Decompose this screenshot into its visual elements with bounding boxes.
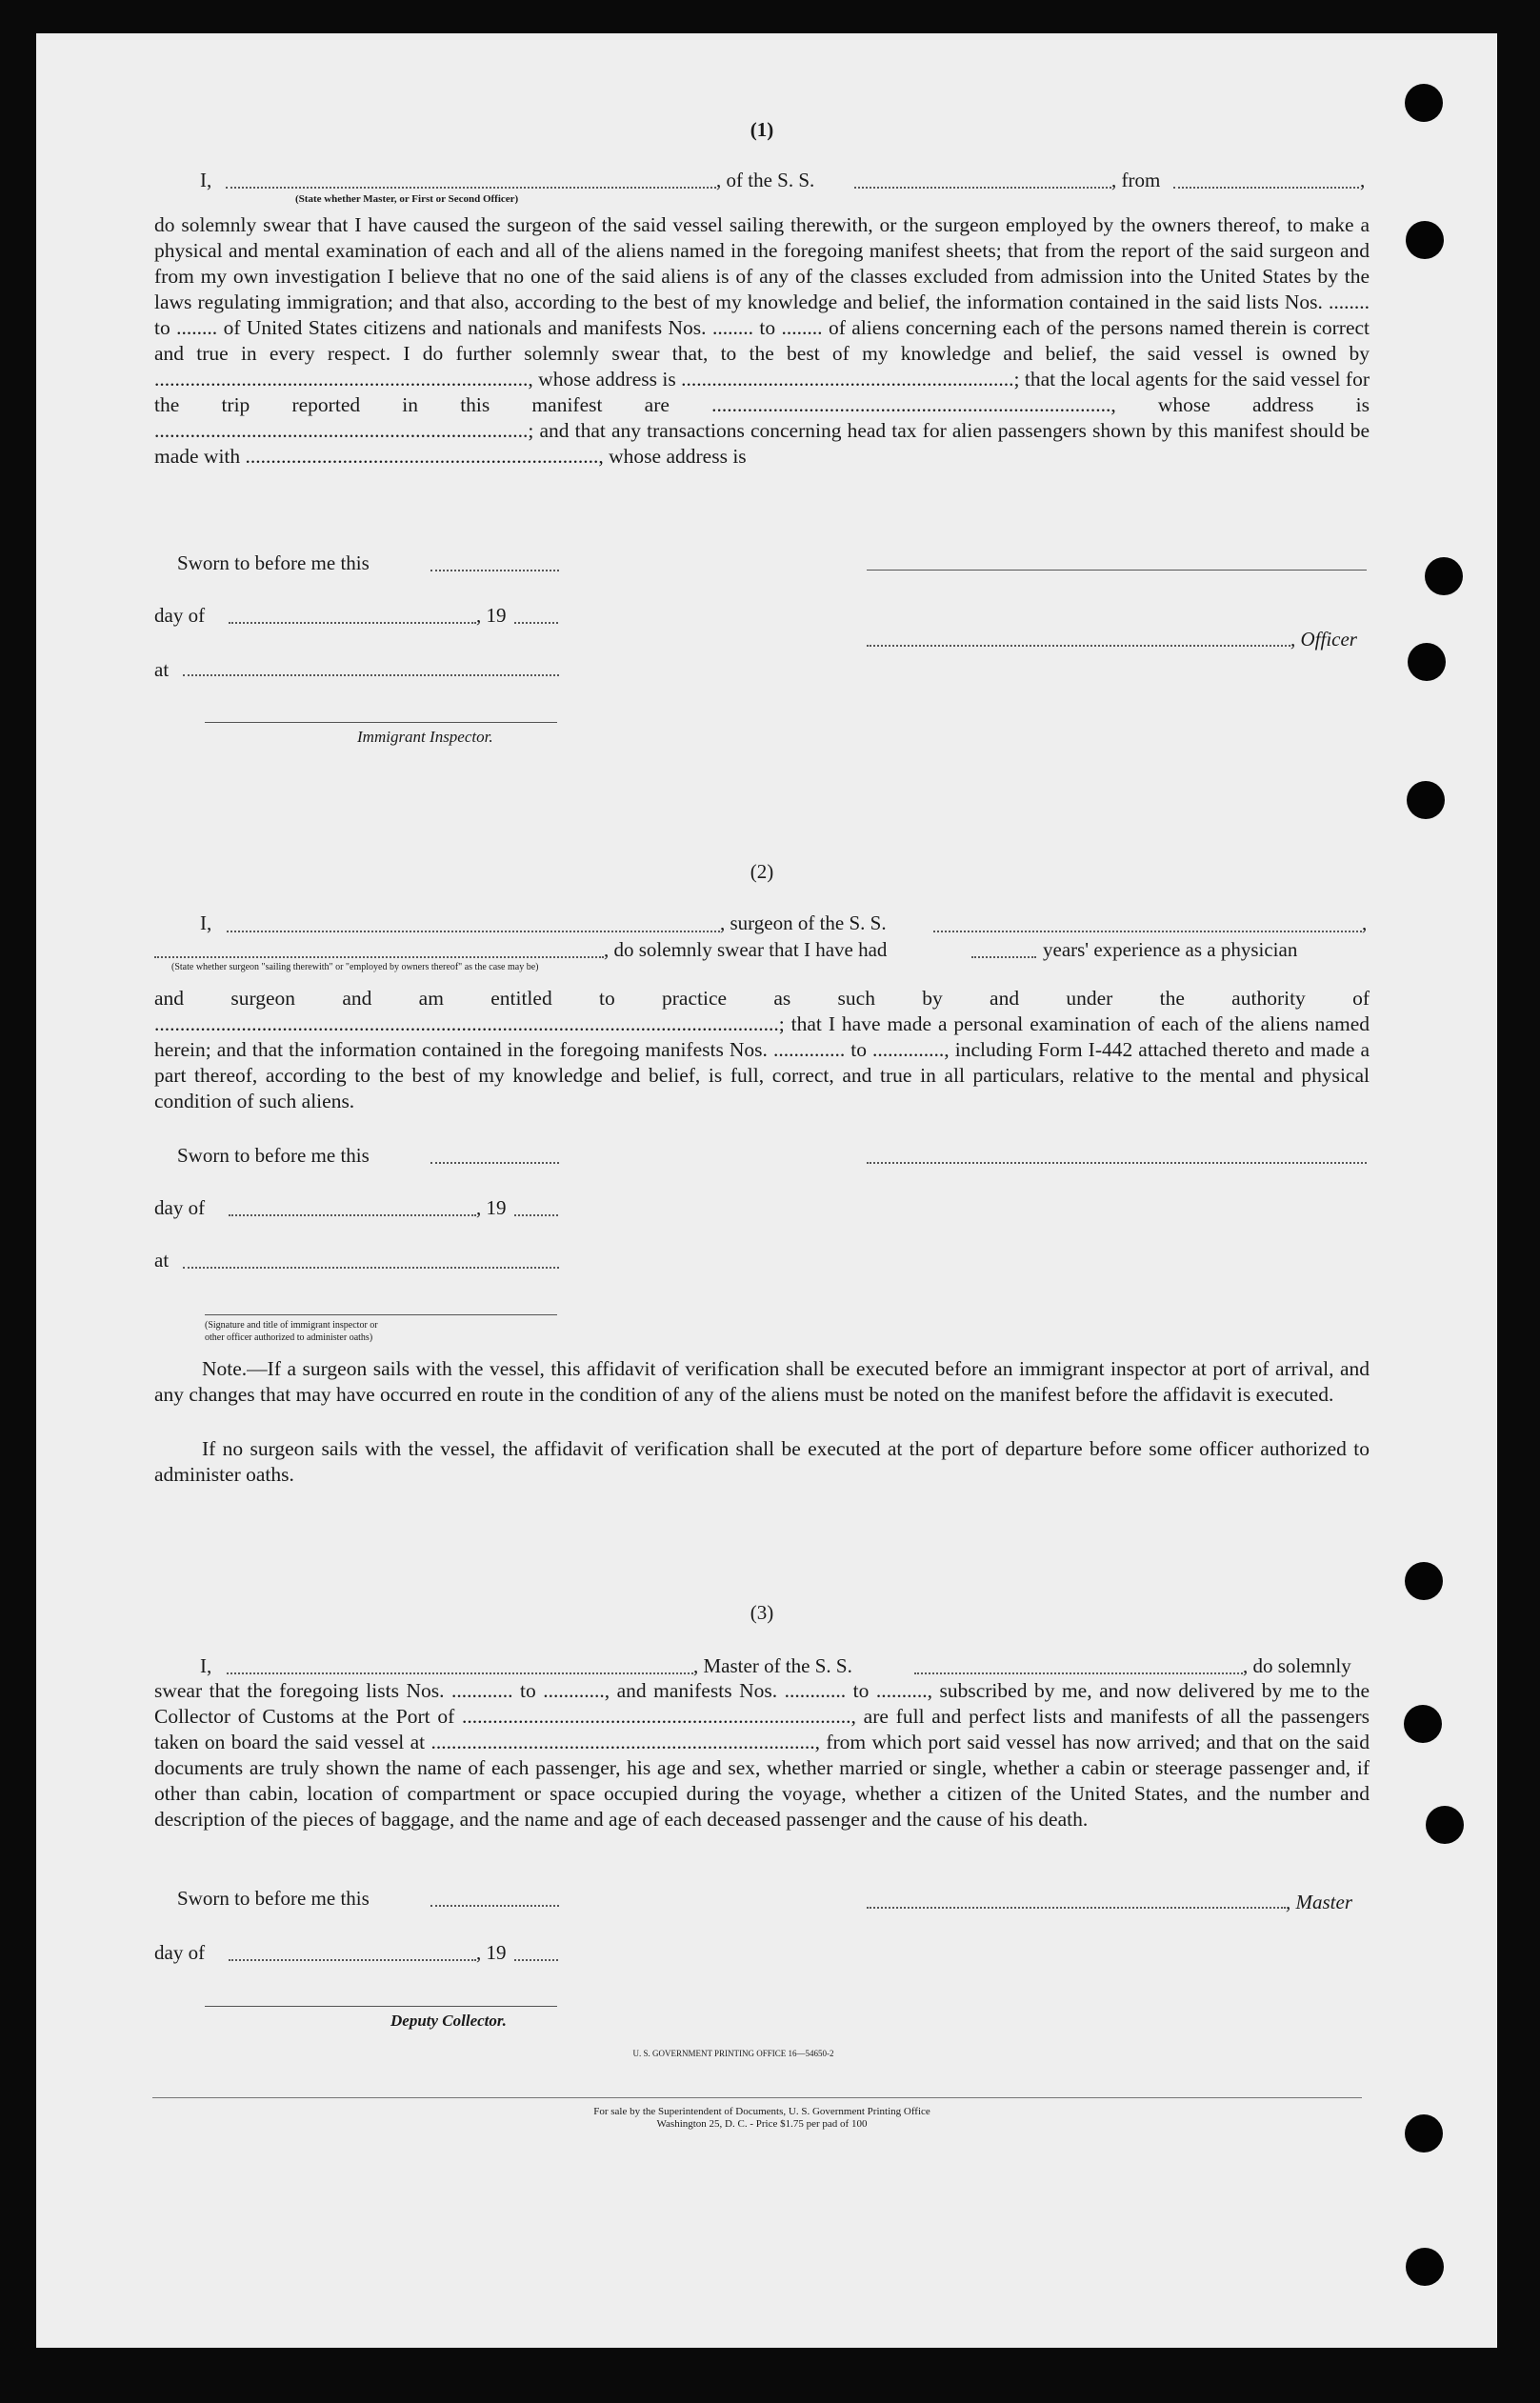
punch-hole (1425, 557, 1463, 595)
s1-day-label: day of (154, 604, 206, 627)
punch-hole (1405, 2114, 1443, 2153)
s1-hint: (State whether Master, or First or Second Officer) (295, 193, 519, 205)
s3-day-label: day of (154, 1941, 206, 1964)
s2-note-2: If no surgeon sails with the vessel, the affidavit of verification shall be executed at the port of departure before some officer authorized to administer oaths. (154, 1437, 1370, 1486)
s1-officer-signature-line[interactable] (867, 570, 1367, 571)
s2-line-end: , (1362, 911, 1368, 934)
section-3-number: (3) (750, 1601, 774, 1624)
s3-master-name-field[interactable] (227, 1672, 693, 1674)
s2-year-field[interactable] (514, 1214, 558, 1216)
s1-year-field[interactable] (514, 622, 558, 624)
punch-hole (1406, 221, 1444, 259)
s2-surgeon-label: , surgeon of the S. S. (720, 911, 887, 934)
s1-officer-title-line[interactable] (867, 645, 1290, 647)
s2-day-label: day of (154, 1196, 206, 1219)
s2-day-field[interactable] (229, 1214, 476, 1216)
s1-sworn-label: Sworn to before me this (177, 551, 370, 574)
s1-at-label: at (154, 658, 170, 681)
s3-day-field[interactable] (229, 1959, 476, 1961)
s1-at-field[interactable] (183, 674, 559, 676)
s3-body: swear that the foregoing lists Nos. ............ to ............, and manifests Nos. ............ to .........., subscribed by me, and now delivered by me to the Collector of Customs at the Port of ............................................................................, are full and perfect lists and manifests of all the passengers taken on board the said vessel at ..........................................................................., from which port said vessel has now arrived; and that on the said documents are truly shown the name of each passenger, his age and sex, whether married or single, whether a cabin or steerage passenger and, if other than cabin, location of compartment or space occupied during the voyage, whether a citizen of the United States, and the number and description of the pieces of baggage, and the name and age of each deceased passenger and the cause of his death. (154, 1679, 1370, 1831)
s2-year-label: , 19 (476, 1196, 507, 1219)
s3-collector-label: Deputy Collector. (390, 2012, 507, 2030)
s2-body: and surgeon and am entitled to practice as such by and under the authority of ..........................................................................................................................; that I have made a personal examination of each of the aliens named herein; and that the information contained in the foregoing manifests Nos. .............. to .............., including Form I-442 attached thereto and made a part thereof, according to the best of my knowledge and belief, is full, correct, and true in all particulars, relative to the mental and physical condition of such aliens. (154, 987, 1370, 1112)
punch-hole (1406, 2248, 1444, 2286)
s1-year-label: , 19 (476, 604, 507, 627)
s1-officer-label: , Officer (1290, 628, 1357, 651)
s1-inspector-label: Immigrant Inspector. (357, 728, 493, 746)
s2-sworn-label: Sworn to before me this (177, 1144, 370, 1167)
punch-hole (1408, 643, 1446, 681)
s2-inspector-line[interactable] (205, 1314, 557, 1315)
s2-vessel-field[interactable] (933, 931, 1362, 932)
s1-inspector-line[interactable] (205, 722, 557, 723)
s2-surgeon-signature-line[interactable] (867, 1162, 1367, 1164)
punch-hole (1426, 1806, 1464, 1844)
s1-line-end: , (1360, 169, 1366, 191)
punch-hole (1404, 1705, 1442, 1743)
s2-swear-label: , do solemnly swear that I have had (604, 938, 888, 961)
s3-year-field[interactable] (514, 1959, 558, 1961)
s3-master-signature-label: , Master (1286, 1891, 1352, 1913)
s2-years-field[interactable] (971, 956, 1036, 958)
s1-body: do solemnly swear that I have caused the surgeon of the said vessel sailing therewith, or the surgeon employed by the owners thereof, to make a physical and mental examination of each and all of the aliens named in the foregoing manifest sheets; that from the report of the said surgeon and from my own investigation I believe that no one of the said aliens is of any of the classes excluded from admission into the United States by the laws regulating immigration; and that also, according to the best of my knowledge and belief, the information contained in the said lists Nos. ........ to ........ of United States citizens and nationals and manifests Nos. ........ to ........ of aliens concerning each of the persons named therein is correct and true in every respect. I do further solemnly swear that, to the best of my knowledge and belief, the said vessel is owned by ........................................................................., whose address is .................................................................; that the local agents for the said vessel for the trip reported in this manifest are .............................................................................., whose address is .........................................................................; and that any transactions concerning head tax for alien passengers shown by this manifest should be made with ....................................................................., whose address is (154, 213, 1370, 468)
s1-from-label: , from (1111, 169, 1161, 191)
s1-vessel-field[interactable] (854, 187, 1111, 189)
s3-collector-line[interactable] (205, 2006, 557, 2007)
s3-master-label: , Master of the S. S. (693, 1654, 852, 1677)
s2-at-field[interactable] (183, 1267, 559, 1269)
s3-sworn-field[interactable] (430, 1905, 559, 1907)
s2-surgeon-name-field[interactable] (227, 931, 720, 932)
punch-hole (1405, 1562, 1443, 1600)
s3-vessel-field[interactable] (914, 1672, 1243, 1674)
s2-note-1: Note.—If a surgeon sails with the vessel, this affidavit of verification shall be executed before an immigrant inspector at port of arrival, and any changes that may have occurred en route in the condition of any of the aliens must be noted on the manifest before the affidavit is executed. (154, 1357, 1370, 1406)
s2-sworn-field[interactable] (430, 1162, 559, 1164)
sale-notice-line-2: Washington 25, D. C. - Price $1.75 per pad of 100 (656, 2118, 868, 2130)
s2-i-label: I, (200, 911, 212, 934)
footer-rule (152, 2097, 1362, 2098)
s1-from-field[interactable] (1173, 187, 1359, 189)
s2-hint: (State whether surgeon "sailing therewith" or "employed by owners thereof" as the case may be) (171, 962, 539, 972)
s1-day-field[interactable] (229, 622, 476, 624)
punch-hole (1405, 84, 1443, 122)
s3-year-label: , 19 (476, 1941, 507, 1964)
s1-sworn-field[interactable] (430, 570, 559, 571)
s3-sworn-label: Sworn to before me this (177, 1887, 370, 1910)
s3-i-label: I, (200, 1654, 212, 1677)
s3-line-end: , do solemnly (1243, 1654, 1351, 1677)
s2-signature-hint-2: other officer authorized to administer oaths) (205, 1332, 373, 1343)
s3-master-signature-line[interactable] (867, 1907, 1286, 1909)
printing-office-imprint: U. S. GOVERNMENT PRINTING OFFICE 16—54650-2 (632, 2049, 834, 2058)
s1-of-ss-label: , of the S. S. (716, 169, 815, 191)
s1-i-label: I, (200, 169, 212, 191)
s2-years-label: years' experience as a physician (1043, 938, 1298, 961)
section-1-number: (1) (750, 118, 774, 141)
sale-notice-line-1: For sale by the Superintendent of Documents, U. S. Government Printing Office (593, 2106, 930, 2117)
s2-at-label: at (154, 1249, 170, 1272)
section-2-number: (2) (750, 860, 774, 883)
s2-signature-hint-1: (Signature and title of immigrant inspector or (205, 1320, 378, 1331)
s1-officer-name-field[interactable] (226, 187, 716, 189)
s2-surgeon-status-field[interactable] (154, 956, 604, 958)
punch-hole (1407, 781, 1445, 819)
